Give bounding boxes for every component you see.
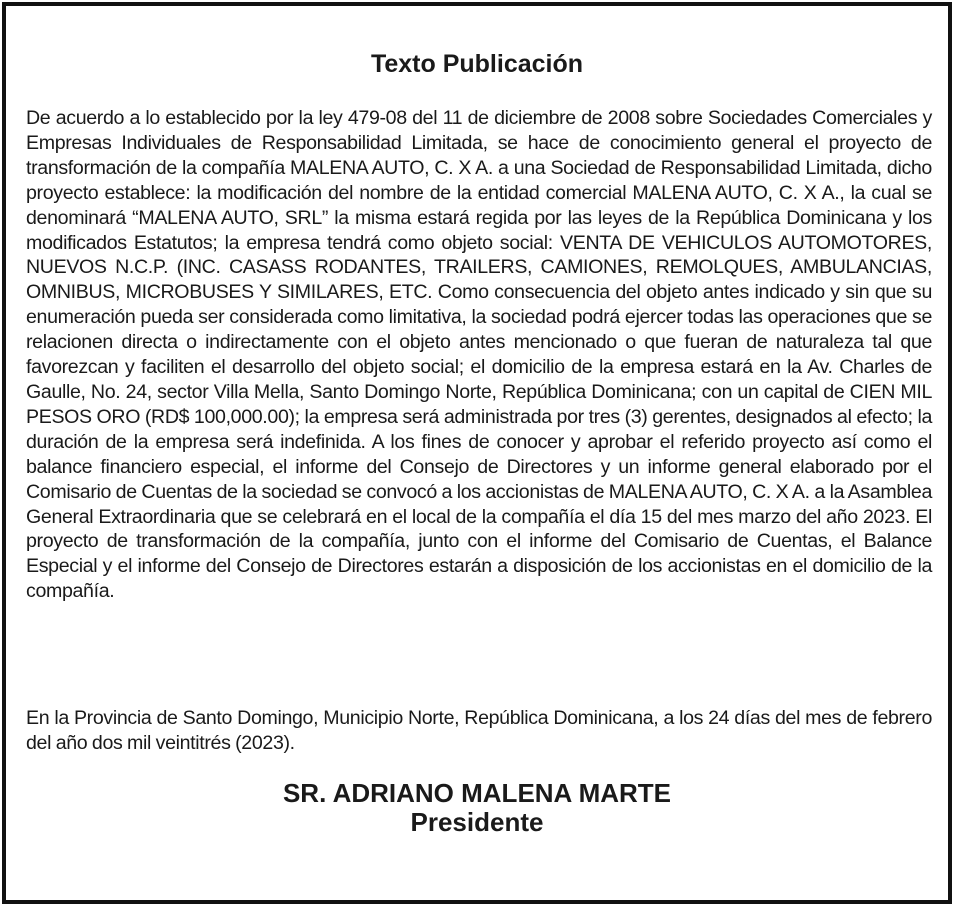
- notice-main-paragraph: De acuerdo a lo establecido por la ley 479-08 del 11 de diciembre de 2008 sobre Sociedades Comerciales y Empresas Individuales de Responsabilidad Limitada, se hace de conocimiento general el proyecto de transformación de la compañía MALENA AUTO, C. X A. a una Sociedad de Responsabilidad Limitada, dicho proyecto establece: la modificación del nombre de la entidad comercial MALENA AUTO, C. X A., la cual se denominará “MALENA AUTO, SRL” la misma estará regida por las leyes de la República Dominicana y los modificados Estatutos; la empresa tendrá como objeto social: VENTA DE VEHICULOS AUTOMOTORES, NUEVOS N.C.P. (INC. CASASS RODANTES, TRAILERS, CAMIONES, REMOLQUES, AMBULANCIAS, OMNIBUS, MICROBUSES Y SIMILARES, ETC. Como consecuencia del objeto antes indicado y sin que su enumeración pueda ser considerada como limitativa, la sociedad podrá ejercer todas las operaciones que se relacionen directa o indirectamente con el objeto antes mencionado o que fueran de naturaleza tal que favorezcan y faciliten el desarrollo del objeto social; el domicilio de la empresa estará en la Av. Charles de Gaulle, No. 24, sector Villa Mella, Santo Domingo Norte, República Dominicana; con un capital de CIEN MIL PESOS ORO (RD$ 100,000.00); la empresa será administrada por tres (3) gerentes, designados al efecto; la duración de la empresa será indefinida. A los fines de conocer y aprobar el referido proyecto así como el balance financiero especial, el informe del Consejo de Directores y un informe general elaborado por el Comisario de Cuentas de la sociedad se convocó a los accionistas de MALENA AUTO, C. X A. a la Asamblea General Extraordinaria que se celebrará en el local de la compañía el día 15 del mes marzo del año 2023. El proyecto de transformación de la compañía, junto con el informe del Comisario de Cuentas, el Balance Especial y el informe del Consejo de Directores estarán a disposición de los accionistas en el domicilio de la compañía.: [26, 107, 932, 603]
- notice-title: Texto Publicación: [370, 50, 584, 78]
- publication-notice: [2, 2, 952, 904]
- signatory-role: Presidente: [410, 807, 544, 837]
- notice-date-paragraph: En la Provincia de Santo Domingo, Municipio Norte, República Dominicana, a los 24 días del mes de febrero del año dos mil veintitrés (2023).: [26, 707, 932, 754]
- signatory-name: SR. ADRIANO MALENA MARTE: [282, 778, 672, 808]
- signature-block: [6, 779, 948, 837]
